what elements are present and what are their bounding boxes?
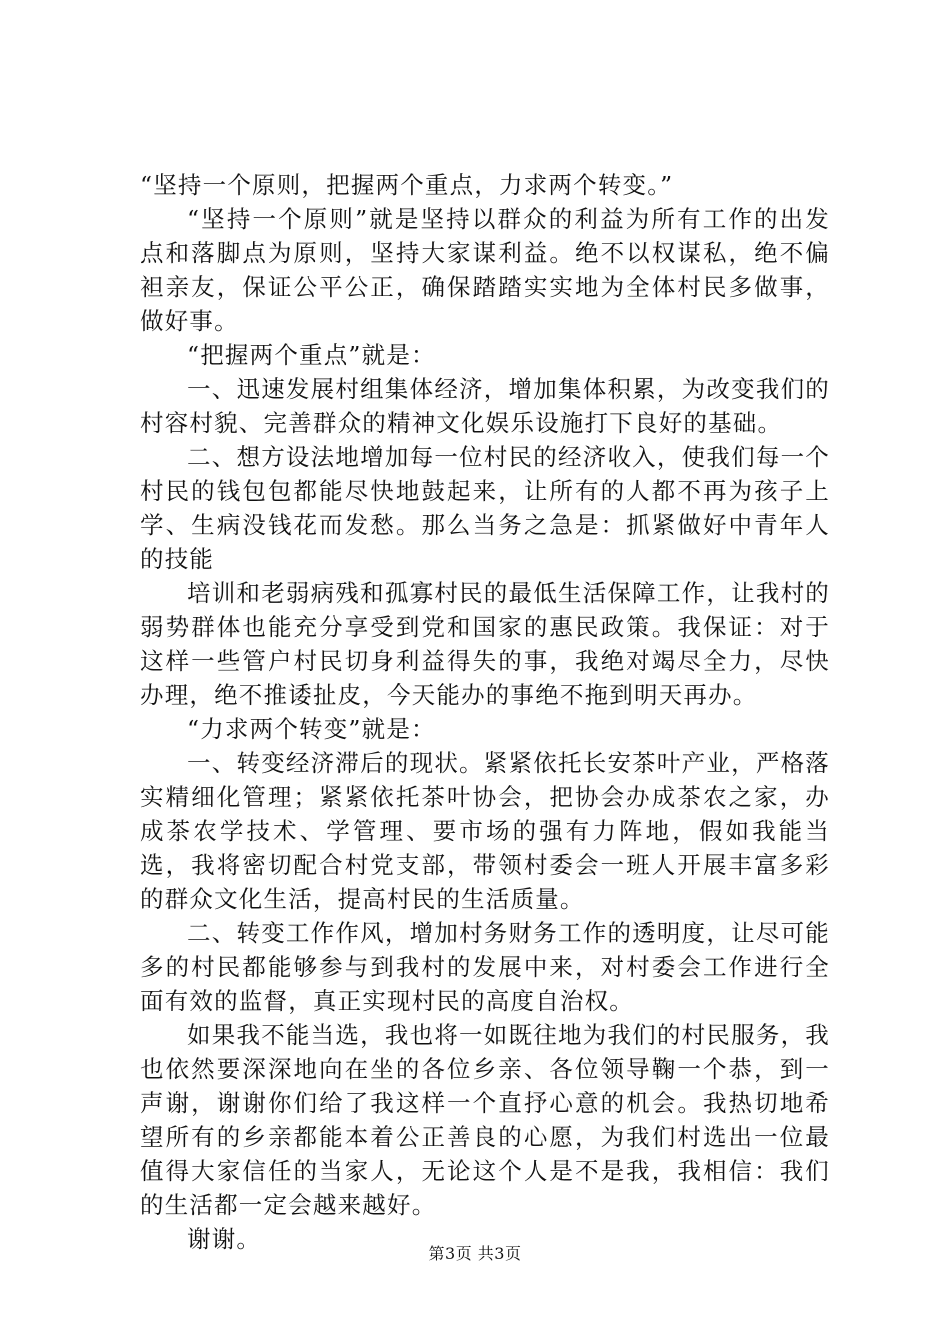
paragraph-opening-slogan: “坚持一个原则，把握两个重点，力求两个转变。” (140, 171, 674, 199)
paragraph-focus-one: 一、迅速发展村组集体经济，增加集体积累，为改变我们的村容村貌、完善群众的精神文化娱乐设施打下良好的基础。 (140, 375, 830, 437)
page-number-footer: 第3页 共3页 (428, 1244, 522, 1263)
document-body (140, 168, 830, 1256)
paragraph-change-two: 二、转变工作作风，增加村务财务工作的透明度，让尽可能多的村民都能够参与到我村的发展中来，对村委会工作进行全面有效的监督，真正实现村民的高度自治权。 (140, 919, 830, 1015)
paragraph-focus-two-continued: 培训和老弱病残和孤寡村民的最低生活保障工作，让我村的弱势群体也能充分享受到党和国家的惠民政策。我保证：对于这样一些管户村民切身利益得失的事，我绝对竭尽全力，尽快办理，绝不推诿扯皮，今天能办的事绝不拖到明天再办。 (140, 579, 830, 709)
paragraph-one-principle: “坚持一个原则”就是坚持以群众的利益为所有工作的出发点和落脚点为原则，坚持大家谋利益。绝不以权谋私，绝不偏袒亲友，保证公平公正，确保踏踏实实地为全体村民多做事，做好事。 (140, 205, 830, 335)
paragraph-two-focus-heading: “把握两个重点”就是： (187, 341, 436, 369)
paragraph-two-changes-heading: “力求两个转变”就是： (187, 715, 436, 743)
paragraph-change-one: 一、转变经济滞后的现状。紧紧依托长安茶叶产业，严格落实精细化管理；紧紧依托茶叶协会，把协会办成茶农之家，办成茶农学技术、学管理、要市场的强有力阵地，假如我能当选，我将密切配合村党支部，带领村委会一班人开展丰富多彩的群众文化生活，提高村民的生活质量。 (140, 749, 830, 913)
paragraph-focus-two: 二、想方设法地增加每一位村民的经济收入，使我们每一个村民的钱包包都能尽快地鼓起来，让所有的人都不再为孩子上学、生病没钱花而发愁。那么当务之急是：抓紧做好中青年人的技能 (140, 443, 830, 573)
paragraph-closing-remarks: 如果我不能当选，我也将一如既往地为我们的村民服务，我也依然要深深地向在坐的各位乡亲、各位领导鞠一个恭，到一声谢，谢谢你们给了我这样一个直抒心意的机会。我热切地希望所有的乡亲都能本着公正善良的心愿，为我们村选出一位最值得大家信任的当家人，无论这个人是不是我，我相信：我们的生活都一定会越来越好。 (140, 1021, 830, 1219)
paragraph-thanks: 谢谢。 (187, 1225, 262, 1253)
